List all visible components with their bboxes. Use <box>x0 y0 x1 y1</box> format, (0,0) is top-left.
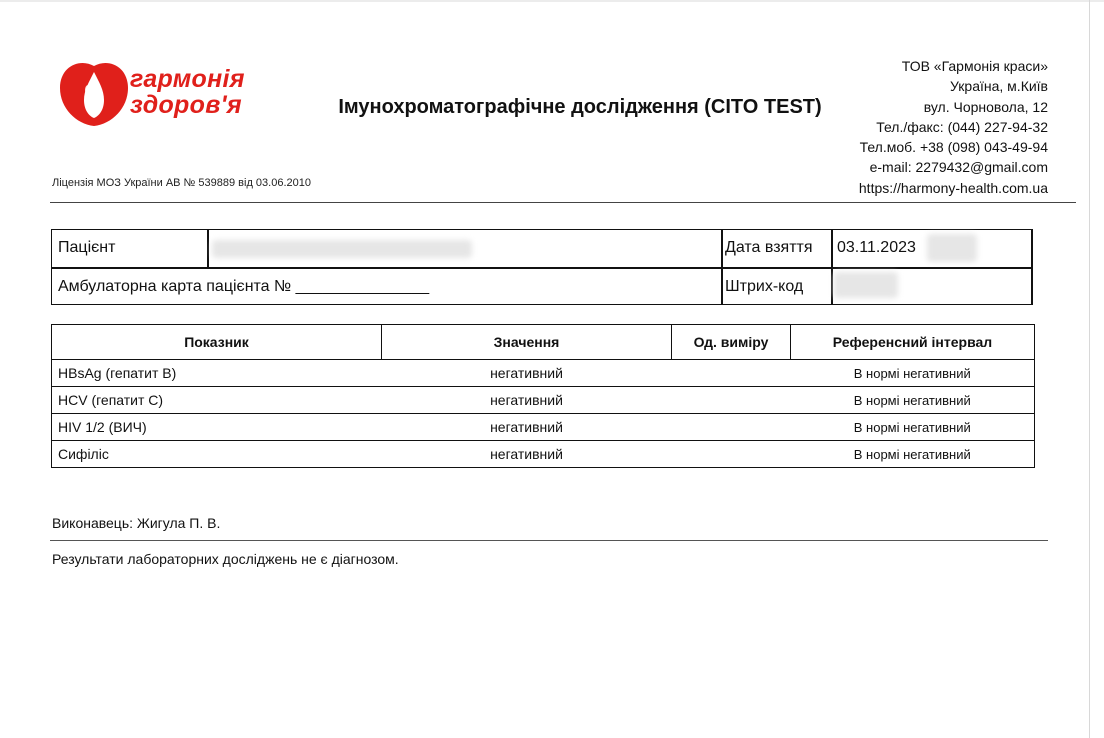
contact-street: вул. Чорновола, 12 <box>923 98 1048 115</box>
logo-drop-icon <box>58 60 130 128</box>
patient-label: Пацієнт <box>58 239 116 256</box>
collection-date-label: Дата взяття <box>725 239 813 256</box>
indicator-cell: HBsAg (гепатит B) <box>52 360 382 387</box>
clinic-logo <box>58 60 258 132</box>
footer-divider <box>50 540 1048 541</box>
contact-email[interactable]: e-mail: 2279432@gmail.com <box>869 159 1048 176</box>
logo-text <box>130 66 245 118</box>
value-cell: негативний <box>382 387 672 414</box>
contact-company: ТОВ «Гармонія краси» <box>901 58 1048 74</box>
outpatient-card-label: Амбулаторна карта пацієнта № _______________ <box>58 278 430 295</box>
reference-cell: В нормі негативний <box>791 387 1035 414</box>
value-cell: негативний <box>382 360 672 387</box>
patient-box-col-divider-3 <box>831 230 833 304</box>
table-row <box>52 360 1035 387</box>
patient-box-col-divider-2 <box>721 230 723 304</box>
collection-date-value: 03.11.2023 <box>837 239 916 256</box>
table-row <box>52 441 1035 468</box>
patient-name-redacted <box>212 240 472 258</box>
license-text: Ліцензія МОЗ України АВ № 539889 від 03.06.2010 <box>52 177 311 189</box>
patient-box-col-divider-4 <box>1031 230 1033 304</box>
unit-cell <box>672 360 791 387</box>
indicator-cell: Сифіліс <box>52 441 382 468</box>
page-edge-right <box>1089 0 1090 738</box>
value-cell: негативний <box>382 414 672 441</box>
patient-box-col-divider-1 <box>207 230 209 267</box>
header-reference: Референсний інтервал <box>791 325 1035 360</box>
results-header-row <box>52 325 1035 360</box>
indicator-cell: HIV 1/2 (ВИЧ) <box>52 414 382 441</box>
patient-box-row-divider <box>52 267 1032 269</box>
document-title: Імунохроматографічне дослідження (CITO TEST) <box>338 96 822 118</box>
unit-cell <box>672 387 791 414</box>
logo-line-2: здоров'я <box>130 91 242 119</box>
reference-cell: В нормі негативний <box>791 441 1035 468</box>
header-value: Значення <box>382 325 672 360</box>
contact-mobile: Тел.моб. +38 (098) 043-49-94 <box>859 139 1048 156</box>
contact-website[interactable]: https://harmony-health.com.ua <box>858 179 1048 196</box>
header-divider <box>50 202 1076 203</box>
unit-cell <box>672 414 791 441</box>
clinic-contacts <box>859 56 1048 198</box>
patient-info-box <box>51 229 1033 305</box>
logo-line-1: гармонія <box>130 65 245 93</box>
unit-cell <box>672 441 791 468</box>
page-edge-top <box>0 0 1104 2</box>
performer-text: Виконавець: Жигула П. В. <box>52 515 221 531</box>
disclaimer-text: Результати лабораторних досліджень не є діагнозом. <box>52 551 399 567</box>
contact-city: Україна, м.Київ <box>950 78 1048 95</box>
header-indicator: Показник <box>52 325 382 360</box>
table-row <box>52 387 1035 414</box>
collection-time-redacted <box>927 234 977 262</box>
contact-phone-fax: Тел./факс: (044) 227-94-32 <box>876 118 1048 135</box>
reference-cell: В нормі негативний <box>791 360 1035 387</box>
table-row <box>52 414 1035 441</box>
header-unit: Од. виміру <box>672 325 791 360</box>
indicator-cell: HCV (гепатит C) <box>52 387 382 414</box>
reference-cell: В нормі негативний <box>791 414 1035 441</box>
barcode-redacted <box>834 272 898 298</box>
barcode-label: Штрих-код <box>725 278 804 295</box>
value-cell: негативний <box>382 441 672 468</box>
results-table <box>51 324 1035 468</box>
